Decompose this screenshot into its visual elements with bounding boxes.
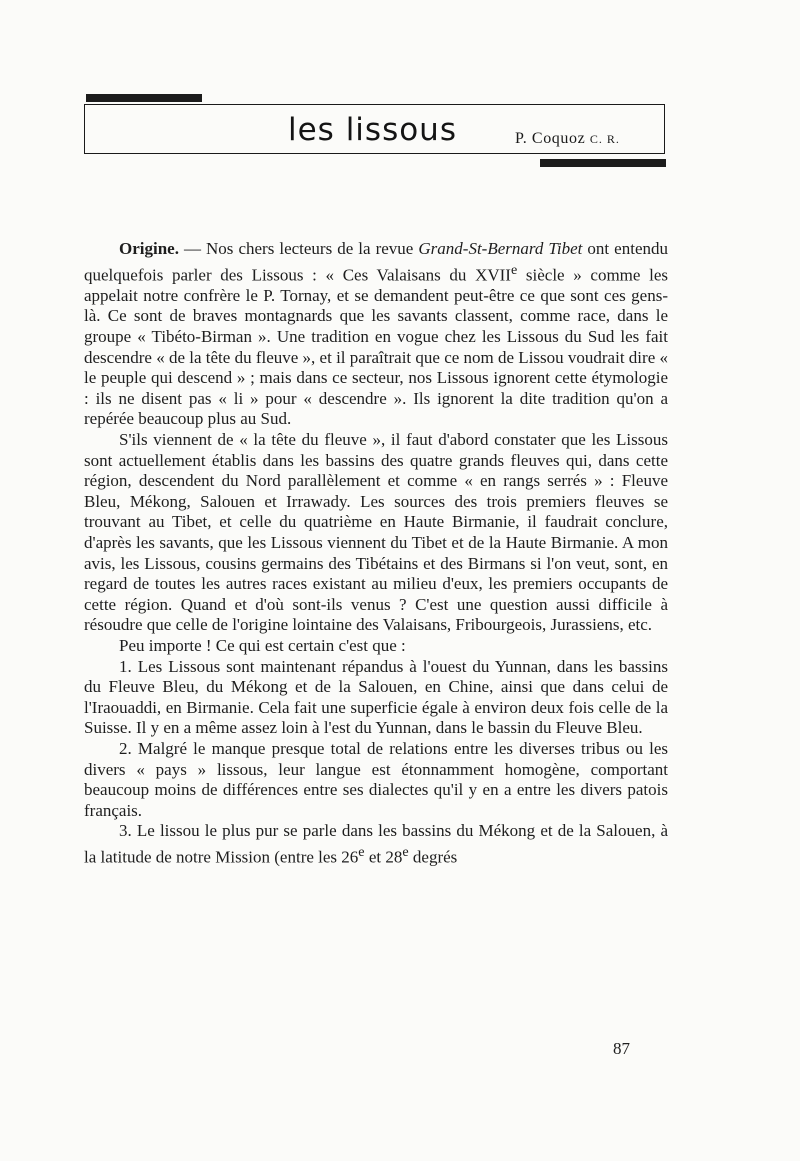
article-author [515,130,620,148]
article-title: les lissous [288,112,457,148]
superscript: e [510,261,518,278]
paragraph-text: 3. Le lissou le plus pur se parle dans les bassins du Mékong et de la Salouen, à la latitude de notre Mission (entre les 26 [84,821,668,867]
paragraph-5: 2. Malgré le manque presque total de relations entre les diverses tribus ou les divers « pays » lissous, leur langue est étonnamment homogène, comportant beaucoup moins de différences entre ses dialectes qu'il y en a entre les divers patois français. [84,738,668,820]
journal-name: Grand-St-Bernard Tibet [418,239,583,258]
paragraph-6 [84,821,668,868]
paragraph-text: degrés [408,847,458,867]
title-rule-top [86,94,202,102]
article-body [84,239,668,868]
paragraph-text: siècle » comme les appelait notre confrère le P. Tornay, et se demandent peut-être ce que sont ces gens-là. Ce sont de braves montagnards que les savants classent, comme race, dans le groupe « Tibéto-Birman ». Une tradition en vogue chez les Lissous du Sud les fait descendre « de la tête du fleuve », et il paraîtrait que ce nom de Lissou voudrait dire « le peuple qui descend » ; mais dans ce secteur, nos Lissous ignorent cette étymologie : ils ne disent pas « li » pour « descendre ». Ils ignorent la dite tradition qu'on a repérée beaucoup plus au Sud. [84,265,668,429]
paragraph-2: S'ils viennent de « la tête du fleuve », il faut d'abord constater que les Lissous sont actuellement établis dans les bassins des quatre grands fleuves qui, dans cette région, descendent du Nord parallèlement et comme « en rangs serrés » : Fleuve Bleu, Mékong, Salouen et Irrawady. Les sources des trois premiers fleuves se trouvant au Tibet, et celle du quatrième en Haute Birmanie, il faudrait conclure, d'après les savants, que les Lissous viennent du Tibet et de la Haute Birmanie. A mon avis, les Lissous, cousins germains des Tibétains et des Birmans si l'on veut, sont, en regard de toutes les autres races existant au milieu d'eux, les premiers occupants de cette région. Quand et d'où sont-ils venus ? C'est une question aussi difficile à résoudre que celle de l'origine lointaine des Valaisans, Fribourgeois, Jurassiens, etc. [84,430,668,635]
section-heading: Origine. [119,239,179,258]
paragraph-text: — Nos chers lecteurs de la revue [178,239,419,258]
paragraph-3: Peu importe ! Ce qui est certain c'est que : [119,635,406,655]
page-number: 87 [613,1039,630,1058]
superscript: e [358,843,365,860]
author-name: P. Coquoz [515,130,586,147]
author-suffix: C. R. [589,132,620,146]
paragraph-4: 1. Les Lissous sont maintenant répandus à l'ouest du Yunnan, dans les bassins du Fleuve Bleu, du Mékong et de la Salouen, en Chine, ainsi que dans celui de l'Iraouaddi, en Birmanie. Cela fait une superficie égale à environ deux fois celle de la Suisse. Il y en a même assez loin à l'est du Yunnan, dans le bassin du Fleuve Bleu. [84,656,668,738]
superscript: e [402,843,409,860]
paragraph-origine [84,239,668,430]
title-rule-bottom [540,159,666,167]
paragraph-text: ont entendu quelquefois parler des Lissous : « Ces Valaisans du XVII [84,239,669,285]
paragraph-text: et 28 [364,847,403,867]
